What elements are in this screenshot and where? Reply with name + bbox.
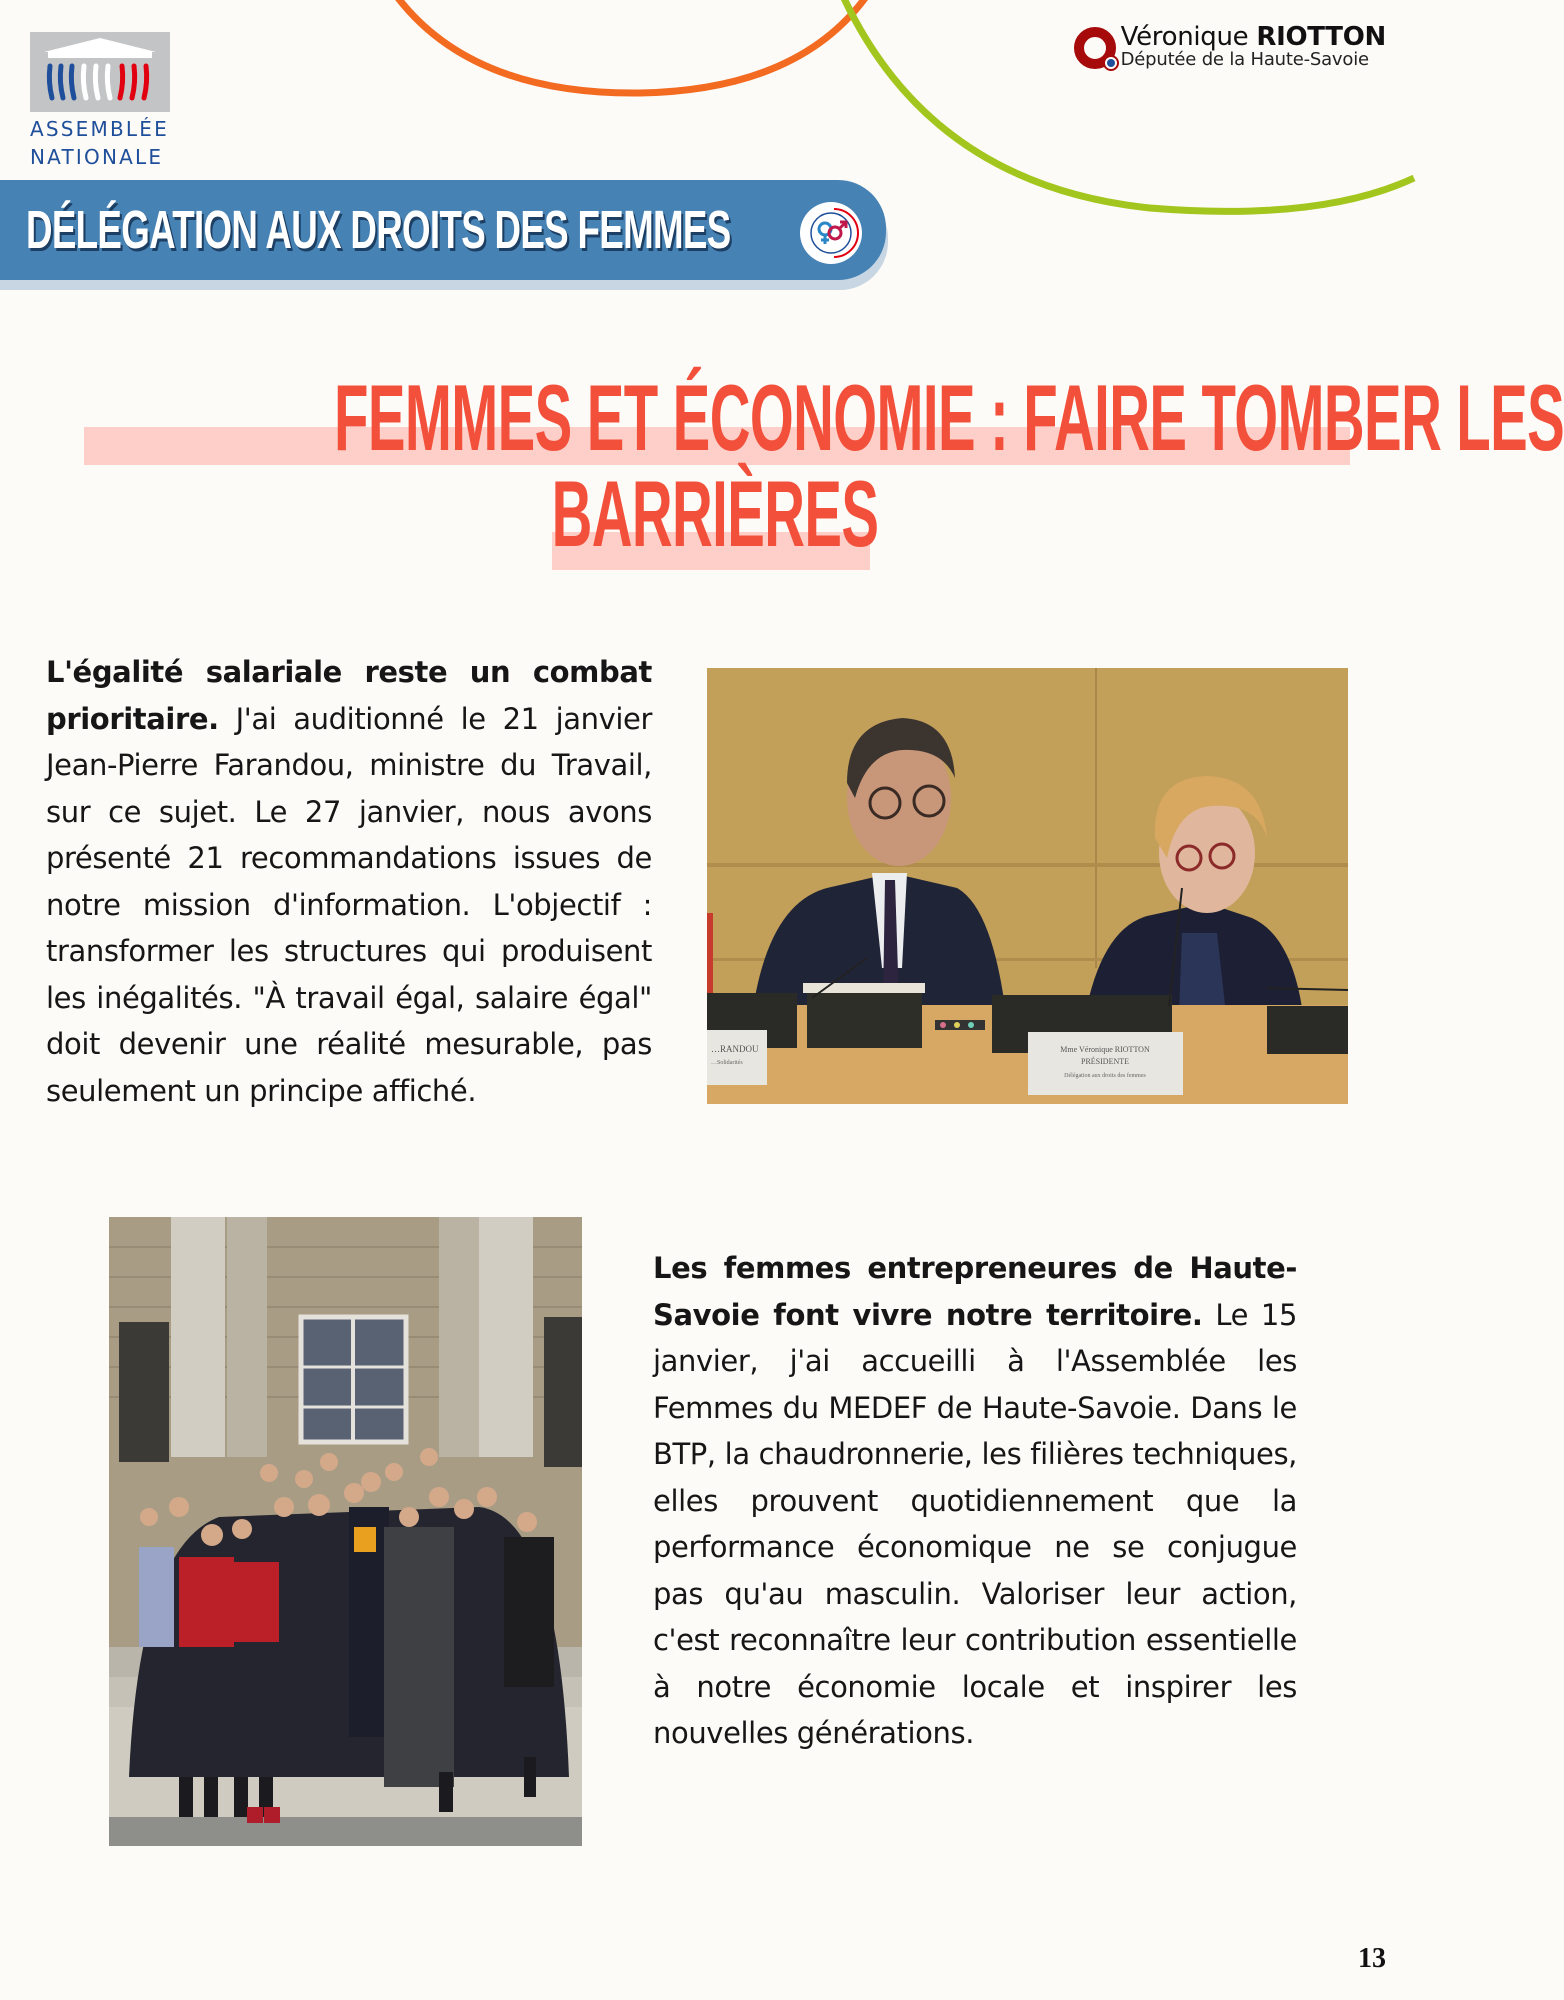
- medef-group-photo: [109, 1217, 582, 1846]
- deputy-role: Députée de la Haute-Savoie: [1120, 49, 1369, 70]
- assemblee-emblem-icon: [30, 32, 170, 112]
- deputy-brand: [1073, 22, 1386, 74]
- section-2-body: Le 15 janvier, j'ai accueilli à l'Assemblée les Femmes du MEDEF de Haute-Savoie. Dans le BTP, la chaudronnerie, les filières techniques, elles prouvent quotidiennement que la performance économique ne se conjugue pas qu'au masculin. Valoriser leur action, c'est reconnaître leur contribution essentielle à notre économie locale et inspirer les nouvelles générations.: [653, 1297, 1297, 1750]
- nameplate-right-line2: PRÉSIDENTE: [1081, 1057, 1129, 1066]
- section-1-lead: L'égalité salariale reste un combat prioritaire.: [46, 655, 652, 736]
- delegation-title: DÉLÉGATION AUX DROITS DES FEMMES: [26, 200, 731, 260]
- section-2-lead: Les femmes entrepreneures de Haute-Savoie font vivre notre territoire.: [653, 1251, 1297, 1332]
- nameplate-right-line3: Délégation aux droits des femmes: [1064, 1073, 1146, 1079]
- section-1-body: J'ai auditionné le 21 janvier Jean-Pierre Farandou, ministre du Travail, sur ce sujet. Le 27 janvier, nous avons présenté 21 recommandations issues de notre mission d'information. L'objectif : transformer les structures qui produisent les inégalités. "À travail égal, salaire égal" doit devenir une réalité mesurable, pas seulement un principe affiché.: [46, 701, 652, 1108]
- deputy-first-name: Véronique: [1120, 22, 1249, 52]
- headline-line-1: FEMMES ET ÉCONOMIE : FAIRE TOMBER LES: [334, 365, 1564, 470]
- assemblee-name-line2: NATIONALE: [30, 145, 164, 169]
- page-headline: [80, 365, 1564, 566]
- nameplate-left-text: …RANDOU: [711, 1044, 759, 1054]
- section-salary-equality-text: [46, 649, 652, 1114]
- orange-arc: [395, 0, 868, 93]
- delegation-banner: [0, 180, 886, 280]
- hearing-photo: [707, 668, 1348, 1104]
- deputy-last-name: RIOTTON: [1256, 22, 1386, 52]
- deputy-logo-icon: [1073, 24, 1119, 74]
- deputy-name: [1121, 22, 1386, 52]
- section-women-entrepreneurs-text: [653, 1245, 1297, 1757]
- assemblee-name-line1: ASSEMBLÉE: [30, 117, 169, 141]
- headline-line-2: BARRIÈRES: [551, 461, 879, 566]
- gender-equality-icon: [800, 202, 862, 264]
- assemblee-nationale-logo: [30, 32, 172, 168]
- nameplate-right-line1: Mme Véronique RIOTTON: [1060, 1045, 1150, 1054]
- page-number: 13: [1358, 1943, 1386, 1974]
- nameplate-left-subtext: …Solidarités: [711, 1060, 743, 1066]
